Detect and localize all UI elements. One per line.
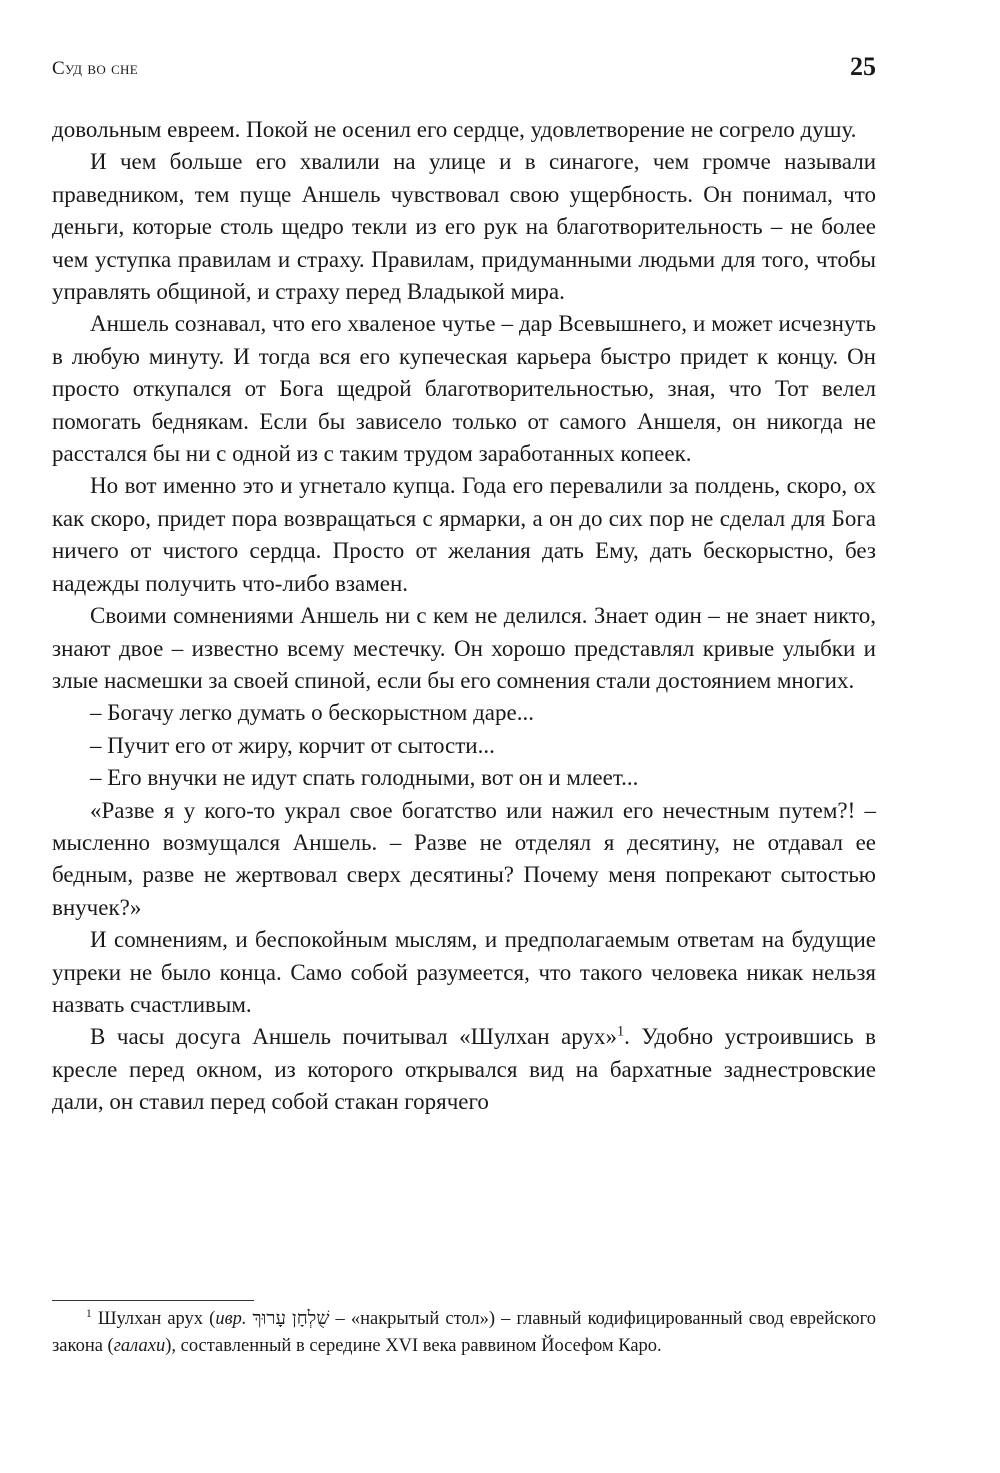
dialogue-line: – Его внучки не идут спать голодными, вот он и млеет...	[90, 765, 639, 791]
footnote-hebrew: שֻׁלְחָן עָרוּךְ	[246, 1309, 336, 1329]
paragraph: «Разве я у кого-то украл свое богатство или нажил его нечестным путем?! – мысленно возмущался Аншель. – Разве не отделял я десятину, не отдавал ее бедным, разве не жертвовал сверх десятины? Почему меня попрекают сытостью внучек?»	[52, 797, 876, 920]
footnote-text: – «накрытый стол») – главный кодифицированный свод еврейского закона (	[52, 1309, 877, 1356]
dialogue-line: – Богачу легко думать о бескорыстном даре...	[90, 700, 534, 726]
footnote-reference[interactable]: 1	[616, 1023, 625, 1040]
running-head	[52, 52, 876, 82]
paragraph: Аншель сознавал, что его хваленое чутье – дар Всевышнего, и может исчезнуть в любую минуту. И тогда вся его купеческая карьера быстро придет к концу. Он просто откупался от Бога щедрой благотворительностью, зная, что Тот велел помогать беднякам. Если бы зависело только от самого Аншеля, он никогда не расстался бы ни с одной из с таким трудом заработанных копеек.	[52, 311, 876, 467]
paragraph-text: В часы досуга Аншель почитывал «Шулхан арух»	[90, 1024, 617, 1050]
paragraph: Своими сомнениями Аншель ни с кем не делился. Знает один – не знает никто, знают двое – известно всему местечку. Он хорошо представлял кривые улыбки и злые насмешки за своей спиной, если бы его сомнения стали достоянием многих.	[52, 603, 876, 693]
paragraph-text: . Удобно устроившись в кресле перед окном, из которого открывался вид на бархатные заднестровские дали, он ставил перед собой стакан горячего	[52, 1024, 876, 1115]
page-number: 25	[850, 52, 876, 81]
footnote-text: Шулхан арух (	[91, 1309, 216, 1329]
paragraph-with-note	[52, 1021, 876, 1118]
book-page	[52, 0, 876, 1473]
paragraph-continued: довольным евреем. Покой не осенил его сердце, удовлетворение не согрело душу.	[52, 117, 857, 142]
paragraph: Но вот именно это и угнетало купца. Года его перевалили за полдень, скоро, ох как скоро, придет пора возвращаться с ярмарки, а он до сих пор не сделал для Бога ничего от чистого сердца. Просто от желания дать Ему, дать бескорыстно, без надежды получить что-либо взамен.	[52, 473, 876, 596]
paragraph: И чем больше его хвалили на улице и в синагоге, чем громче называли праведником, тем пуще Аншель чувствовал свою ущербность. Он понимал, что деньги, которые столь щедро текли из его рук на благотворительность – не более чем уступка правилам и страху. Правилам, придуманными людьми для того, чтобы управлять общиной, и страху перед Владыкой мира.	[52, 149, 876, 305]
dialogue-line: – Пучит его от жиру, корчит от сытости...	[90, 732, 495, 758]
footnote-number: 1	[86, 1307, 92, 1320]
footnote-term: галахи	[113, 1336, 166, 1356]
footnote-divider	[52, 1300, 254, 1301]
footnote	[52, 1306, 876, 1360]
footnote-text: ), составленный в середине XVI века раввином Йосефом Каро.	[165, 1336, 662, 1356]
body-text	[52, 114, 876, 1119]
footnote-language-abbreviation: ивр.	[215, 1309, 247, 1329]
paragraph: И сомнениям, и беспокойным мыслям, и предполагаемым ответам на будущие упреки не было конца. Само собой разумеется, что такого человека никак нельзя назвать счастливым.	[52, 927, 876, 1017]
running-title: Суд во сне	[52, 58, 138, 79]
